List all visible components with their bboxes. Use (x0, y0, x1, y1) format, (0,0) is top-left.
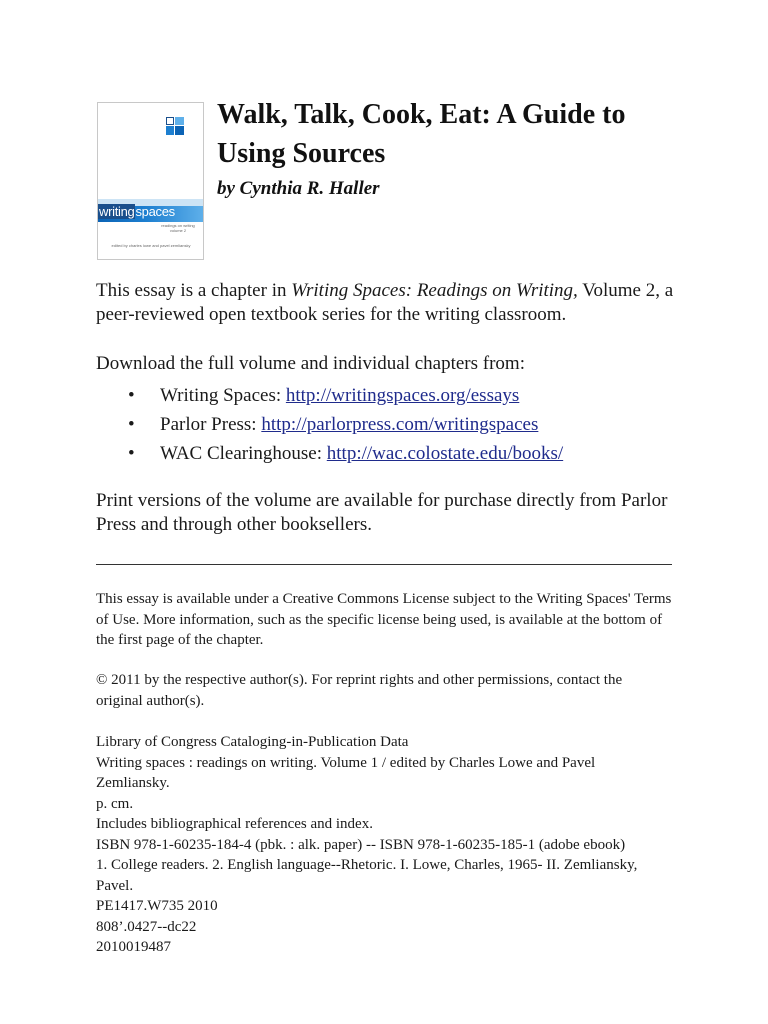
bullet-icon: • (128, 443, 135, 464)
cover-square-logo (166, 117, 186, 137)
print-versions-note: Print versions of the volume are available for purchase directly from Parlor Press and through other booksellers. (96, 490, 668, 535)
link-label: WAC Clearinghouse: (160, 443, 327, 464)
cip-line: PE1417.W735 2010 (96, 898, 218, 914)
copyright-notice: © 2011 by the respective author(s). For reprint rights and other permissions, contact the original author(s). (96, 672, 623, 709)
bullet-icon: • (128, 414, 135, 435)
download-heading: Download the full volume and individual chapters from: (96, 353, 525, 374)
parlor-press-link[interactable]: http://parlorpress.com/writingspaces (261, 414, 539, 435)
cover-editors: edited by charles lowe and pavel zemliansky (111, 243, 191, 248)
book-title: Writing Spaces: Readings on Writing, (291, 280, 578, 301)
book-cover-image (97, 102, 204, 260)
intro-text-before: This essay is a chapter in (96, 280, 292, 301)
cip-line: 808’.0427--dc22 (96, 918, 197, 935)
list-item (96, 439, 563, 468)
intro-text-after: Volume 2, a peer-reviewed open textbook series for the writing classroom. (96, 280, 674, 325)
cover-subtitle-block (158, 223, 198, 233)
cover-logo-writing: writing (99, 204, 135, 219)
section-divider (96, 564, 672, 565)
intro-paragraph (96, 279, 676, 327)
list-item (96, 381, 563, 410)
list-item (96, 410, 563, 439)
cip-line: p. cm. (96, 795, 134, 812)
cip-line: Library of Congress Cataloging-in-Publication Data (96, 734, 409, 750)
link-label: Parlor Press: (160, 414, 262, 435)
license-note: This essay is available under a Creative Commons License subject to the Writing Spaces' Terms of Use. More information, such as the specific license being used, is available at the bottom of the first page of the chapter. (96, 591, 672, 648)
cover-logo-text (98, 202, 204, 222)
chapter-author: by Cynthia R. Haller (217, 178, 380, 199)
chapter-title: Walk, Talk, Cook, Eat: A Guide to Using Sources (217, 99, 626, 169)
cip-line: 2010019487 (96, 939, 171, 955)
cip-line: 1. College readers. 2. English language--Rhetoric. I. Lowe, Charles, 1965- II. Zemliansky, Pavel. (96, 857, 638, 894)
download-links-list (96, 381, 563, 468)
cover-subtitle: readings on writing (161, 223, 195, 228)
cip-line: Includes bibliographical references and index. (96, 816, 373, 832)
cover-logo-spaces: spaces (135, 204, 175, 219)
cataloging-data (96, 732, 672, 958)
cip-line: Writing spaces : readings on writing. Volume 1 / edited by Charles Lowe and Pavel Zemliansky. (96, 754, 596, 791)
cover-volume: volume 2 (169, 228, 187, 233)
link-label: Writing Spaces: (160, 385, 286, 406)
writing-spaces-link[interactable]: http://writingspaces.org/essays (285, 385, 520, 406)
wac-clearinghouse-link[interactable]: http://wac.colostate.edu/books/ (326, 443, 564, 464)
bullet-icon: • (128, 385, 135, 406)
cip-line: ISBN 978-1-60235-184-4 (pbk. : alk. paper) -- ISBN 978-1-60235-185-1 (adobe ebook) (96, 836, 626, 853)
